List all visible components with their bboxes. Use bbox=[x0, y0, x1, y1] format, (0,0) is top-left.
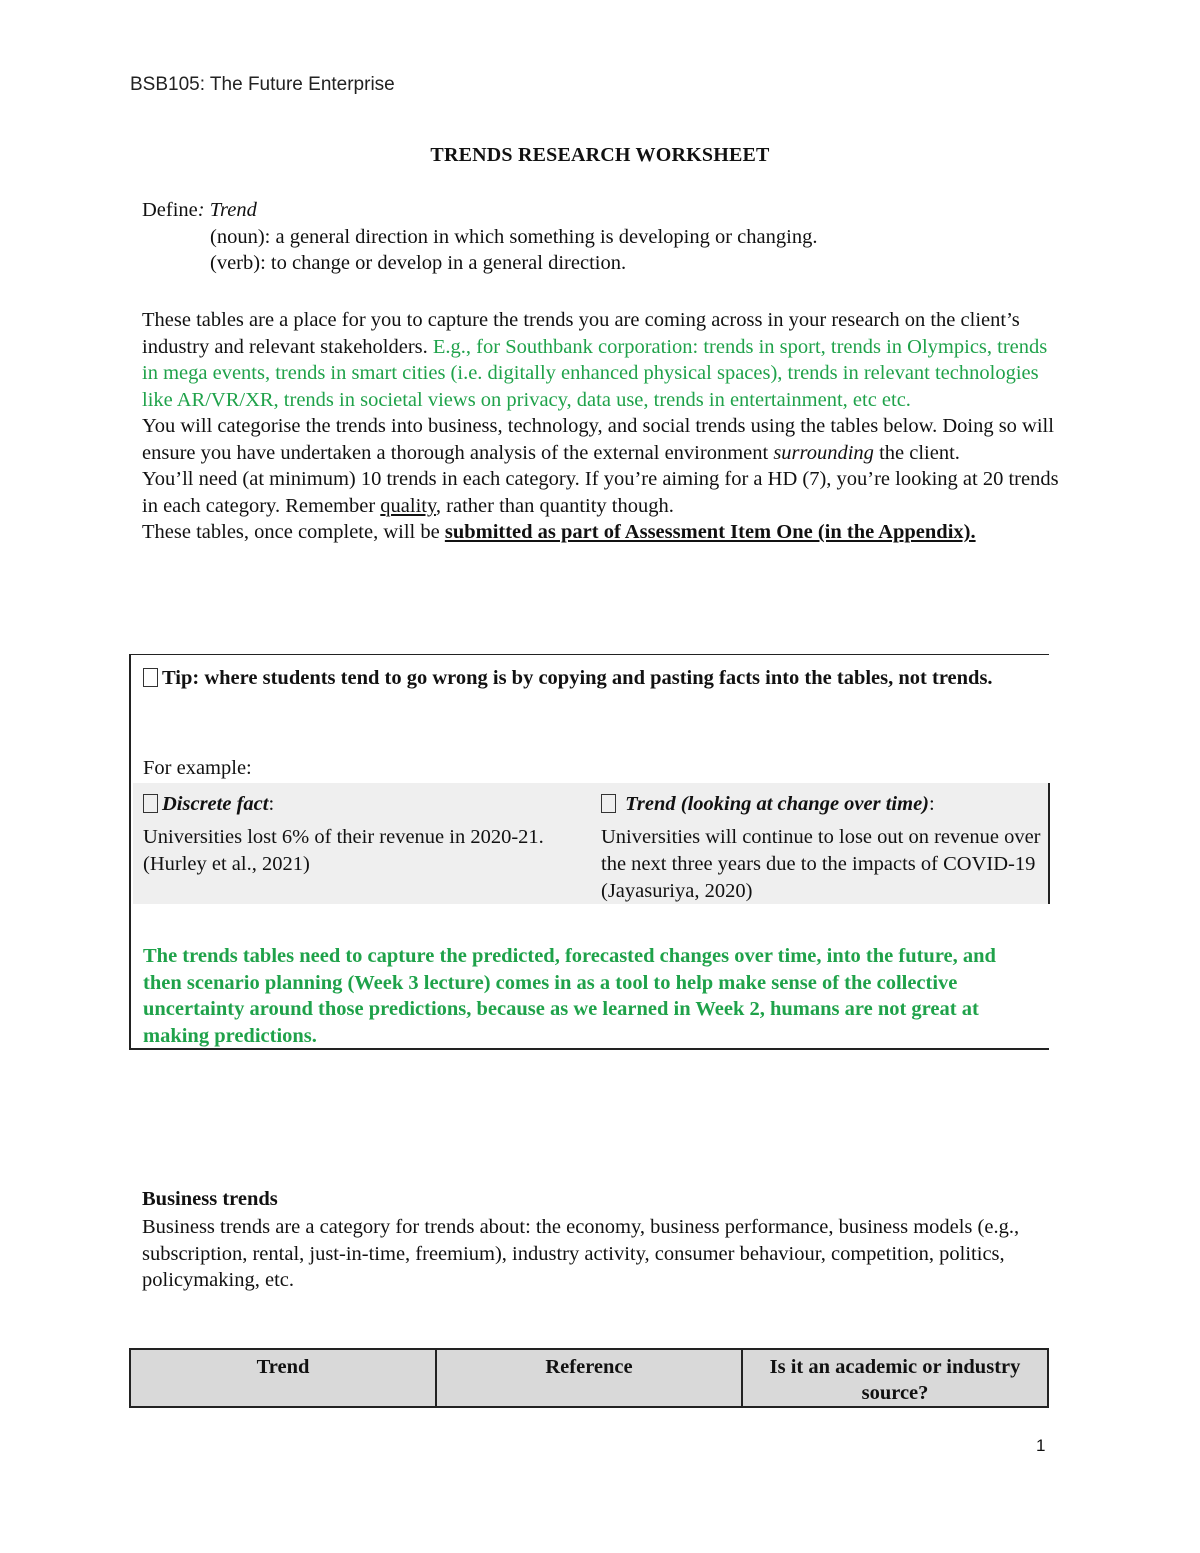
intro-paragraph-1 bbox=[142, 307, 1062, 413]
for-example-label: For example: bbox=[143, 757, 252, 779]
intro-paragraph-4 bbox=[142, 519, 1062, 546]
trend-header bbox=[601, 791, 1041, 818]
tip-green-note: The trends tables need to capture the predicted, forecasted changes over time, into the future, and then scenario planning (Week 3 lecture) comes in as a tool to help make sense of the collective uncertainty around those predictions, because as we learned in Week 2, humans are not great at making predictions. bbox=[143, 945, 996, 1047]
define-term: Trend bbox=[204, 199, 257, 221]
fact-label: Discrete fact bbox=[162, 793, 269, 815]
check-mark-icon bbox=[601, 794, 616, 813]
define-label: Define bbox=[142, 199, 198, 221]
tip-heading-text: Tip: where students tend to go wrong is by copying and pasting facts into the tables, not trends. bbox=[162, 667, 993, 689]
p3-text-a: You’ll need (at minimum) 10 trends in each category. If you’re aiming for a HD (7), you’re looking at 20 trends in each category. Remember bbox=[142, 468, 1059, 517]
page-title: TRENDS RESEARCH WORKSHEET bbox=[430, 144, 770, 166]
example-trend-column bbox=[601, 791, 1041, 905]
business-description: Business trends are a category for trends about: the economy, business performance, business models (e.g., subscription, rental, just-in-time, freemium), industry activity, consumer behaviour, competition, politics, policymaking, etc. bbox=[142, 1216, 1020, 1291]
p3-underline: quality bbox=[380, 494, 436, 517]
fact-colon: : bbox=[268, 793, 275, 815]
missing-glyph-icon bbox=[143, 668, 158, 687]
p2-emphasis: surrounding bbox=[773, 441, 874, 464]
intro-text: These tables are a place for you to capture the trends you are coming across in your research on the client’s industry and relevant stakeholders. bbox=[142, 309, 1020, 358]
intro-example-green: E.g., for Southbank corporation: trends in sport, trends in Olympics, trends in mega events, trends in smart cities (i.e. digitally enhanced physical spaces), trends in relevant technologies like AR/VR/XR, trends in societal views on privacy, data use, trends in entertainment, etc etc. bbox=[142, 335, 1048, 411]
tip-box bbox=[129, 654, 1049, 1050]
fact-text: Universities lost 6% of their revenue in 2020-21. (Hurley et al., 2021) bbox=[143, 826, 544, 875]
p2-text-b: the client. bbox=[873, 441, 960, 464]
example-table bbox=[133, 783, 1050, 904]
business-heading: Business trends bbox=[142, 1188, 278, 1210]
cross-mark-icon bbox=[143, 794, 158, 813]
define-colon: : bbox=[197, 199, 205, 221]
business-trends-table bbox=[129, 1348, 1049, 1408]
intro-paragraph-3 bbox=[142, 466, 1062, 519]
trend-colon: : bbox=[929, 793, 935, 815]
trend-label: Trend (looking at change over time) bbox=[620, 793, 929, 815]
p4-text-a: These tables, once complete, will be bbox=[142, 521, 445, 543]
column-header-source-type: Is it an academic or industry source? bbox=[742, 1349, 1048, 1407]
running-header bbox=[130, 74, 395, 96]
course-name: The Future Enterprise bbox=[205, 74, 395, 95]
fact-header bbox=[143, 791, 583, 818]
trend-text: Universities will continue to lose out on revenue over the next three years due to the impacts of COVID-19 (Jayasuriya, 2020) bbox=[601, 826, 1041, 902]
table-header-row bbox=[130, 1349, 1048, 1407]
p4-bold: submitted as part of Assessment Item One (in the Appendix). bbox=[444, 521, 976, 543]
column-header-trend: Trend bbox=[130, 1349, 436, 1407]
definition-noun: (noun): a general direction in which something is developing or changing. bbox=[210, 225, 818, 248]
p2-text-a: You will categorise the trends into business, technology, and social trends using the tables below. Doing so will ensure you have undertaken a thorough analysis of the external environment bbox=[142, 415, 1054, 464]
column-header-reference: Reference bbox=[436, 1349, 742, 1407]
course-code: BSB105: bbox=[130, 74, 205, 95]
intro-paragraph-2 bbox=[142, 413, 1062, 466]
definition-verb: (verb): to change or develop in a general direction. bbox=[210, 252, 627, 274]
intro-block bbox=[142, 307, 1062, 546]
definition-block bbox=[142, 197, 1062, 277]
p3-text-b: , rather than quantity though. bbox=[435, 494, 674, 517]
page-number: 1 bbox=[1036, 1436, 1046, 1455]
tip-heading bbox=[143, 665, 1023, 692]
define-line bbox=[142, 197, 1062, 224]
example-fact-column bbox=[143, 791, 583, 878]
